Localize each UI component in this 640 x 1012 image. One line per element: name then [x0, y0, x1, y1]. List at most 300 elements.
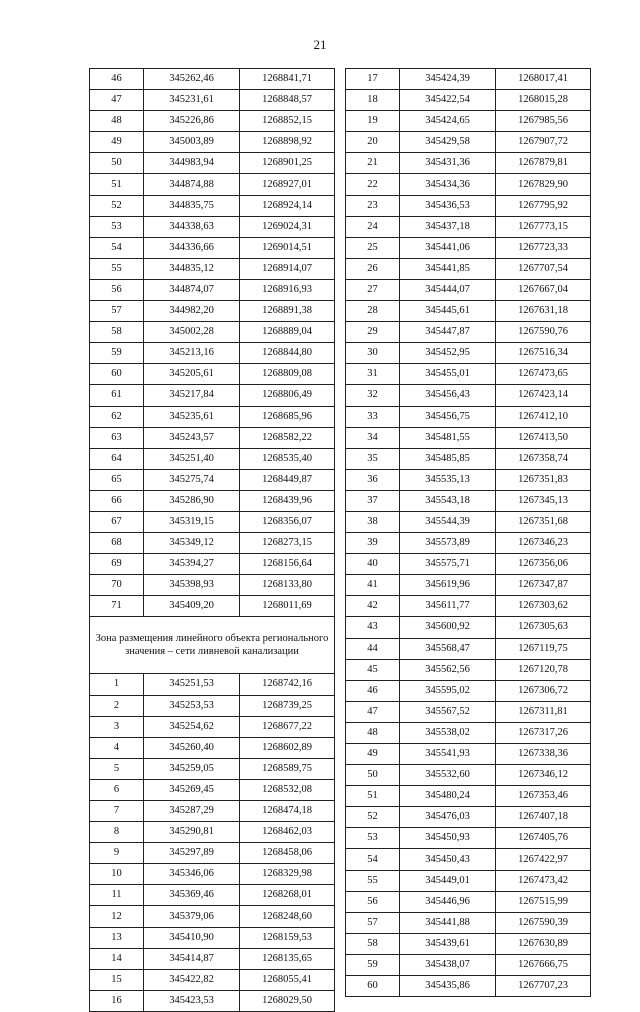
- table-row: [90, 343, 335, 364]
- y-coordinate-cell: 1268916,93: [240, 279, 335, 300]
- point-number-cell: 47: [346, 701, 400, 722]
- point-number-cell: 41: [346, 575, 400, 596]
- table-row: [346, 322, 591, 343]
- y-coordinate-cell: 1267985,56: [496, 111, 591, 132]
- y-coordinate-cell: 1267346,12: [496, 765, 591, 786]
- table-row: [346, 828, 591, 849]
- table-row: [90, 469, 335, 490]
- point-number-cell: 10: [90, 864, 144, 885]
- y-coordinate-cell: 1268677,22: [240, 716, 335, 737]
- table-row: [346, 343, 591, 364]
- table-row: [90, 490, 335, 511]
- point-number-cell: 2: [90, 695, 144, 716]
- y-coordinate-cell: 1268602,89: [240, 737, 335, 758]
- y-coordinate-cell: 1268739,25: [240, 695, 335, 716]
- table-row: [346, 490, 591, 511]
- x-coordinate-cell: 345438,07: [400, 954, 496, 975]
- y-coordinate-cell: 1268901,25: [240, 153, 335, 174]
- table-row: [346, 427, 591, 448]
- left-table-body: [90, 69, 335, 1012]
- point-number-cell: 47: [90, 90, 144, 111]
- y-coordinate-cell: 1268439,96: [240, 490, 335, 511]
- table-row: [346, 638, 591, 659]
- x-coordinate-cell: 345254,62: [144, 716, 240, 737]
- y-coordinate-cell: 1267305,63: [496, 617, 591, 638]
- table-row: [90, 554, 335, 575]
- x-coordinate-cell: 345286,90: [144, 490, 240, 511]
- point-number-cell: 43: [346, 617, 400, 638]
- table-row: [90, 111, 335, 132]
- y-coordinate-cell: 1268015,28: [496, 90, 591, 111]
- point-number-cell: 52: [346, 807, 400, 828]
- y-coordinate-cell: 1267630,89: [496, 933, 591, 954]
- table-row: [346, 617, 591, 638]
- x-coordinate-cell: 344338,63: [144, 216, 240, 237]
- x-coordinate-cell: 344835,12: [144, 258, 240, 279]
- point-number-cell: 35: [346, 448, 400, 469]
- x-coordinate-cell: 345251,53: [144, 674, 240, 695]
- table-row: [90, 90, 335, 111]
- section-heading-row: [90, 617, 335, 674]
- table-row: [346, 701, 591, 722]
- point-number-cell: 23: [346, 195, 400, 216]
- table-row: [346, 385, 591, 406]
- table-row: [346, 765, 591, 786]
- x-coordinate-cell: 345481,55: [400, 427, 496, 448]
- point-number-cell: 54: [90, 237, 144, 258]
- point-number-cell: 33: [346, 406, 400, 427]
- point-number-cell: 31: [346, 364, 400, 385]
- x-coordinate-cell: 344336,66: [144, 237, 240, 258]
- y-coordinate-cell: 1268809,08: [240, 364, 335, 385]
- point-number-cell: 14: [90, 948, 144, 969]
- x-coordinate-cell: 345611,77: [400, 596, 496, 617]
- x-coordinate-cell: 345275,74: [144, 469, 240, 490]
- table-row: [346, 954, 591, 975]
- point-number-cell: 24: [346, 216, 400, 237]
- table-row: [346, 976, 591, 997]
- y-coordinate-cell: 1268891,38: [240, 301, 335, 322]
- x-coordinate-cell: 345260,40: [144, 737, 240, 758]
- table-row: [90, 843, 335, 864]
- x-coordinate-cell: 345398,93: [144, 575, 240, 596]
- x-coordinate-cell: 345450,93: [400, 828, 496, 849]
- point-number-cell: 11: [90, 885, 144, 906]
- x-coordinate-cell: 345456,43: [400, 385, 496, 406]
- x-coordinate-cell: 345441,88: [400, 912, 496, 933]
- table-row: [90, 174, 335, 195]
- left-coordinates-table: [89, 68, 335, 1012]
- point-number-cell: 53: [346, 828, 400, 849]
- table-row: [90, 195, 335, 216]
- x-coordinate-cell: 345595,02: [400, 680, 496, 701]
- x-coordinate-cell: 345452,95: [400, 343, 496, 364]
- x-coordinate-cell: 345535,13: [400, 469, 496, 490]
- y-coordinate-cell: 1267413,50: [496, 427, 591, 448]
- x-coordinate-cell: 345447,87: [400, 322, 496, 343]
- table-row: [90, 716, 335, 737]
- point-number-cell: 49: [346, 744, 400, 765]
- x-coordinate-cell: 345436,53: [400, 195, 496, 216]
- point-number-cell: 51: [90, 174, 144, 195]
- point-number-cell: 58: [90, 322, 144, 343]
- y-coordinate-cell: 1268685,96: [240, 406, 335, 427]
- table-row: [90, 237, 335, 258]
- point-number-cell: 54: [346, 849, 400, 870]
- table-row: [90, 406, 335, 427]
- y-coordinate-cell: 1268924,14: [240, 195, 335, 216]
- y-coordinate-cell: 1267351,68: [496, 511, 591, 532]
- table-row: [346, 596, 591, 617]
- table-row: [90, 737, 335, 758]
- y-coordinate-cell: 1267590,76: [496, 322, 591, 343]
- x-coordinate-cell: 345450,43: [400, 849, 496, 870]
- point-number-cell: 62: [90, 406, 144, 427]
- y-coordinate-cell: 1268017,41: [496, 69, 591, 90]
- y-coordinate-cell: 1268927,01: [240, 174, 335, 195]
- table-row: [90, 69, 335, 90]
- table-row: [90, 322, 335, 343]
- point-number-cell: 40: [346, 554, 400, 575]
- y-coordinate-cell: 1267311,81: [496, 701, 591, 722]
- table-row: [90, 596, 335, 617]
- point-number-cell: 32: [346, 385, 400, 406]
- point-number-cell: 38: [346, 511, 400, 532]
- y-coordinate-cell: 1267707,23: [496, 976, 591, 997]
- table-row: [90, 132, 335, 153]
- x-coordinate-cell: 345485,85: [400, 448, 496, 469]
- x-coordinate-cell: 344983,94: [144, 153, 240, 174]
- point-number-cell: 68: [90, 533, 144, 554]
- x-coordinate-cell: 345439,61: [400, 933, 496, 954]
- point-number-cell: 5: [90, 758, 144, 779]
- y-coordinate-cell: 1268742,16: [240, 674, 335, 695]
- point-number-cell: 25: [346, 237, 400, 258]
- point-number-cell: 49: [90, 132, 144, 153]
- table-row: [90, 885, 335, 906]
- y-coordinate-cell: 1268848,57: [240, 90, 335, 111]
- x-coordinate-cell: 345619,96: [400, 575, 496, 596]
- x-coordinate-cell: 345394,27: [144, 554, 240, 575]
- point-number-cell: 56: [90, 279, 144, 300]
- y-coordinate-cell: 1267515,99: [496, 891, 591, 912]
- table-row: [90, 448, 335, 469]
- y-coordinate-cell: 1267907,72: [496, 132, 591, 153]
- table-row: [346, 90, 591, 111]
- table-row: [90, 533, 335, 554]
- point-number-cell: 19: [346, 111, 400, 132]
- x-coordinate-cell: 345253,53: [144, 695, 240, 716]
- table-row: [90, 511, 335, 532]
- y-coordinate-cell: 1268458,06: [240, 843, 335, 864]
- x-coordinate-cell: 344982,20: [144, 301, 240, 322]
- x-coordinate-cell: 345538,02: [400, 722, 496, 743]
- table-row: [346, 237, 591, 258]
- table-row: [90, 906, 335, 927]
- point-number-cell: 30: [346, 343, 400, 364]
- point-number-cell: 37: [346, 490, 400, 511]
- point-number-cell: 7: [90, 801, 144, 822]
- point-number-cell: 64: [90, 448, 144, 469]
- x-coordinate-cell: 345532,60: [400, 765, 496, 786]
- y-coordinate-cell: 1267119,75: [496, 638, 591, 659]
- x-coordinate-cell: 345441,06: [400, 237, 496, 258]
- table-row: [346, 659, 591, 680]
- point-number-cell: 28: [346, 301, 400, 322]
- table-row: [90, 822, 335, 843]
- point-number-cell: 39: [346, 533, 400, 554]
- point-number-cell: 45: [346, 659, 400, 680]
- y-coordinate-cell: 1267773,15: [496, 216, 591, 237]
- y-coordinate-cell: 1268841,71: [240, 69, 335, 90]
- point-number-cell: 21: [346, 153, 400, 174]
- x-coordinate-cell: 345444,07: [400, 279, 496, 300]
- x-coordinate-cell: 345205,61: [144, 364, 240, 385]
- point-number-cell: 17: [346, 69, 400, 90]
- table-row: [90, 758, 335, 779]
- point-number-cell: 34: [346, 427, 400, 448]
- x-coordinate-cell: 344874,07: [144, 279, 240, 300]
- point-number-cell: 57: [90, 301, 144, 322]
- x-coordinate-cell: 345414,87: [144, 948, 240, 969]
- point-number-cell: 67: [90, 511, 144, 532]
- table-row: [346, 364, 591, 385]
- table-row: [346, 216, 591, 237]
- point-number-cell: 55: [346, 870, 400, 891]
- y-coordinate-cell: 1267345,13: [496, 490, 591, 511]
- table-row: [90, 153, 335, 174]
- x-coordinate-cell: 345409,20: [144, 596, 240, 617]
- x-coordinate-cell: 345575,71: [400, 554, 496, 575]
- x-coordinate-cell: 345259,05: [144, 758, 240, 779]
- y-coordinate-cell: 1267412,10: [496, 406, 591, 427]
- x-coordinate-cell: 345235,61: [144, 406, 240, 427]
- point-number-cell: 55: [90, 258, 144, 279]
- x-coordinate-cell: 345431,36: [400, 153, 496, 174]
- x-coordinate-cell: 345217,84: [144, 385, 240, 406]
- x-coordinate-cell: 345446,96: [400, 891, 496, 912]
- y-coordinate-cell: 1268889,04: [240, 322, 335, 343]
- x-coordinate-cell: 345562,56: [400, 659, 496, 680]
- right-table-body: [346, 69, 591, 997]
- y-coordinate-cell: 1267338,36: [496, 744, 591, 765]
- y-coordinate-cell: 1267879,81: [496, 153, 591, 174]
- point-number-cell: 20: [346, 132, 400, 153]
- y-coordinate-cell: 1268329,98: [240, 864, 335, 885]
- x-coordinate-cell: 345423,53: [144, 990, 240, 1011]
- point-number-cell: 3: [90, 716, 144, 737]
- x-coordinate-cell: 345424,65: [400, 111, 496, 132]
- y-coordinate-cell: 1268806,49: [240, 385, 335, 406]
- x-coordinate-cell: 345379,06: [144, 906, 240, 927]
- point-number-cell: 63: [90, 427, 144, 448]
- right-coordinates-table: [345, 68, 591, 997]
- y-coordinate-cell: 1268135,65: [240, 948, 335, 969]
- point-number-cell: 15: [90, 969, 144, 990]
- table-row: [90, 575, 335, 596]
- y-coordinate-cell: 1267423,14: [496, 385, 591, 406]
- point-number-cell: 61: [90, 385, 144, 406]
- table-row: [90, 695, 335, 716]
- table-row: [346, 680, 591, 701]
- x-coordinate-cell: 345541,93: [400, 744, 496, 765]
- table-row: [90, 364, 335, 385]
- y-coordinate-cell: 1268356,07: [240, 511, 335, 532]
- point-number-cell: 71: [90, 596, 144, 617]
- y-coordinate-cell: 1268273,15: [240, 533, 335, 554]
- point-number-cell: 46: [90, 69, 144, 90]
- y-coordinate-cell: 1267407,18: [496, 807, 591, 828]
- table-row: [346, 511, 591, 532]
- y-coordinate-cell: 1267317,26: [496, 722, 591, 743]
- table-row: [90, 969, 335, 990]
- table-row: [346, 870, 591, 891]
- table-row: [346, 849, 591, 870]
- x-coordinate-cell: 345422,54: [400, 90, 496, 111]
- point-number-cell: 69: [90, 554, 144, 575]
- table-row: [90, 779, 335, 800]
- table-row: [346, 786, 591, 807]
- table-row: [90, 927, 335, 948]
- x-coordinate-cell: 345287,29: [144, 801, 240, 822]
- x-coordinate-cell: 345600,92: [400, 617, 496, 638]
- point-number-cell: 9: [90, 843, 144, 864]
- x-coordinate-cell: 345435,86: [400, 976, 496, 997]
- y-coordinate-cell: 1268474,18: [240, 801, 335, 822]
- y-coordinate-cell: 1267422,97: [496, 849, 591, 870]
- table-row: [90, 990, 335, 1011]
- y-coordinate-cell: 1268535,40: [240, 448, 335, 469]
- point-number-cell: 27: [346, 279, 400, 300]
- y-coordinate-cell: 1267723,33: [496, 237, 591, 258]
- y-coordinate-cell: 1268462,03: [240, 822, 335, 843]
- y-coordinate-cell: 1267120,78: [496, 659, 591, 680]
- table-row: [90, 216, 335, 237]
- x-coordinate-cell: 344874,88: [144, 174, 240, 195]
- x-coordinate-cell: 344835,75: [144, 195, 240, 216]
- y-coordinate-cell: 1268844,80: [240, 343, 335, 364]
- x-coordinate-cell: 345441,85: [400, 258, 496, 279]
- table-row: [90, 864, 335, 885]
- y-coordinate-cell: 1267631,18: [496, 301, 591, 322]
- point-number-cell: 6: [90, 779, 144, 800]
- y-coordinate-cell: 1268532,08: [240, 779, 335, 800]
- table-row: [346, 912, 591, 933]
- y-coordinate-cell: 1268268,01: [240, 885, 335, 906]
- table-row: [90, 301, 335, 322]
- y-coordinate-cell: 1269014,51: [240, 237, 335, 258]
- y-coordinate-cell: 1267405,76: [496, 828, 591, 849]
- table-row: [346, 933, 591, 954]
- table-row: [90, 674, 335, 695]
- y-coordinate-cell: 1269024,31: [240, 216, 335, 237]
- y-coordinate-cell: 1268011,69: [240, 596, 335, 617]
- x-coordinate-cell: 345262,46: [144, 69, 240, 90]
- x-coordinate-cell: 345243,57: [144, 427, 240, 448]
- point-number-cell: 18: [346, 90, 400, 111]
- table-row: [346, 891, 591, 912]
- y-coordinate-cell: 1268852,15: [240, 111, 335, 132]
- point-number-cell: 57: [346, 912, 400, 933]
- point-number-cell: 66: [90, 490, 144, 511]
- x-coordinate-cell: 345544,39: [400, 511, 496, 532]
- page-number: 21: [313, 37, 327, 52]
- table-row: [346, 533, 591, 554]
- y-coordinate-cell: 1267353,46: [496, 786, 591, 807]
- point-number-cell: 16: [90, 990, 144, 1011]
- table-row: [90, 258, 335, 279]
- point-number-cell: 53: [90, 216, 144, 237]
- x-coordinate-cell: 345349,12: [144, 533, 240, 554]
- x-coordinate-cell: 345476,03: [400, 807, 496, 828]
- table-row: [346, 554, 591, 575]
- y-coordinate-cell: 1267666,75: [496, 954, 591, 975]
- x-coordinate-cell: 345424,39: [400, 69, 496, 90]
- y-coordinate-cell: 1268156,64: [240, 554, 335, 575]
- table-row: [346, 722, 591, 743]
- y-coordinate-cell: 1268898,92: [240, 132, 335, 153]
- table-row: [346, 153, 591, 174]
- x-coordinate-cell: 345319,15: [144, 511, 240, 532]
- point-number-cell: 52: [90, 195, 144, 216]
- y-coordinate-cell: 1268582,22: [240, 427, 335, 448]
- table-row: [346, 279, 591, 300]
- table-row: [90, 948, 335, 969]
- y-coordinate-cell: 1267707,54: [496, 258, 591, 279]
- table-row: [90, 801, 335, 822]
- point-number-cell: 8: [90, 822, 144, 843]
- table-row: [90, 427, 335, 448]
- point-number-cell: 4: [90, 737, 144, 758]
- point-number-cell: 59: [90, 343, 144, 364]
- x-coordinate-cell: 345346,06: [144, 864, 240, 885]
- table-row: [90, 385, 335, 406]
- y-coordinate-cell: 1267516,34: [496, 343, 591, 364]
- point-number-cell: 48: [346, 722, 400, 743]
- y-coordinate-cell: 1267351,83: [496, 469, 591, 490]
- y-coordinate-cell: 1267829,90: [496, 174, 591, 195]
- x-coordinate-cell: 345290,81: [144, 822, 240, 843]
- point-number-cell: 44: [346, 638, 400, 659]
- x-coordinate-cell: 345422,82: [144, 969, 240, 990]
- y-coordinate-cell: 1268914,07: [240, 258, 335, 279]
- x-coordinate-cell: 345573,89: [400, 533, 496, 554]
- point-number-cell: 13: [90, 927, 144, 948]
- x-coordinate-cell: 345456,75: [400, 406, 496, 427]
- y-coordinate-cell: 1267306,72: [496, 680, 591, 701]
- y-coordinate-cell: 1267358,74: [496, 448, 591, 469]
- point-number-cell: 56: [346, 891, 400, 912]
- point-number-cell: 50: [346, 765, 400, 786]
- x-coordinate-cell: 345437,18: [400, 216, 496, 237]
- y-coordinate-cell: 1268449,87: [240, 469, 335, 490]
- x-coordinate-cell: 345213,16: [144, 343, 240, 364]
- y-coordinate-cell: 1267346,23: [496, 533, 591, 554]
- table-row: [346, 469, 591, 490]
- x-coordinate-cell: 345445,61: [400, 301, 496, 322]
- point-number-cell: 46: [346, 680, 400, 701]
- table-row: [346, 406, 591, 427]
- table-row: [346, 258, 591, 279]
- point-number-cell: 58: [346, 933, 400, 954]
- x-coordinate-cell: 345567,52: [400, 701, 496, 722]
- y-coordinate-cell: 1267795,92: [496, 195, 591, 216]
- table-row: [346, 174, 591, 195]
- point-number-cell: 50: [90, 153, 144, 174]
- y-coordinate-cell: 1268159,53: [240, 927, 335, 948]
- x-coordinate-cell: 345003,89: [144, 132, 240, 153]
- x-coordinate-cell: 345568,47: [400, 638, 496, 659]
